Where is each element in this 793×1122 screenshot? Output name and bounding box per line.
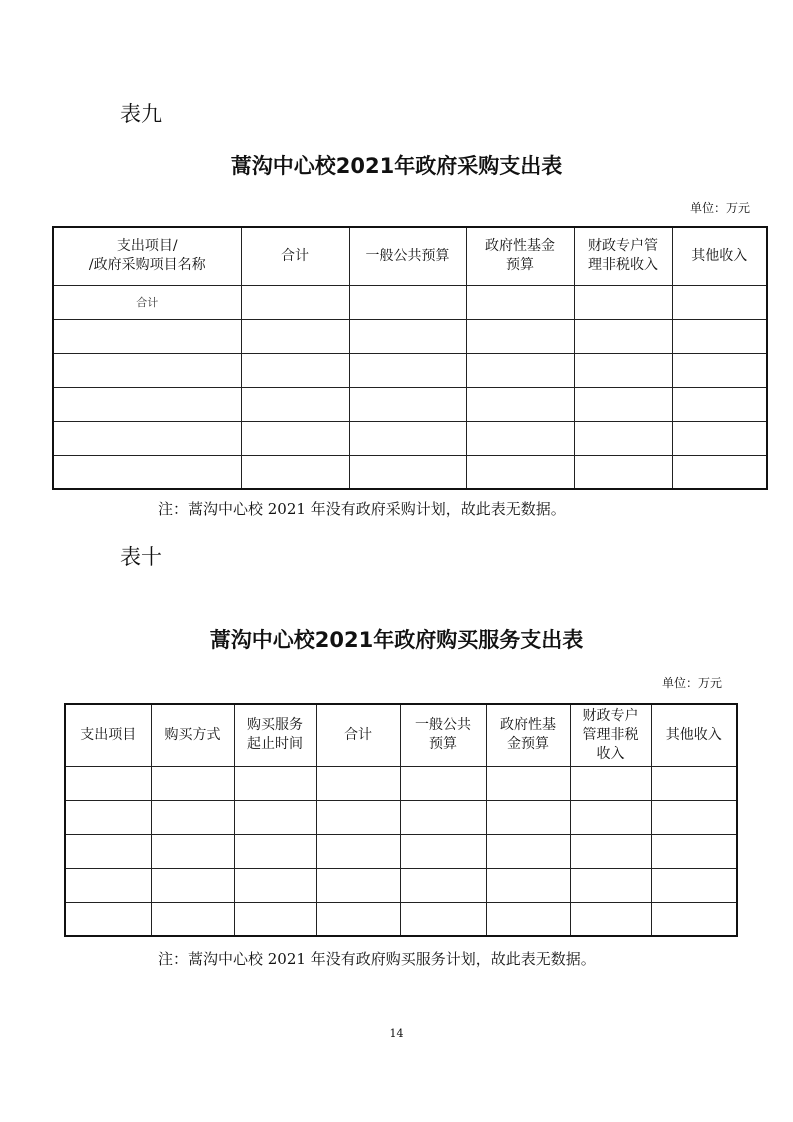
header-text: /政府采购项目名称 [88, 257, 206, 274]
header-text: 理非税收入 [588, 257, 658, 274]
table9-cell [349, 387, 466, 421]
table9-cell [241, 353, 349, 387]
table10-cell [651, 800, 737, 834]
table9-cell [349, 421, 466, 455]
header-text: 预算 [429, 736, 457, 753]
header-text: 购买方式 [164, 726, 221, 743]
table10-header-cell [400, 704, 486, 766]
table10-header-cell [651, 704, 737, 766]
table9-cell [574, 387, 672, 421]
table9-cell [574, 319, 672, 353]
table10-cell [651, 902, 737, 936]
table10-cell [486, 766, 570, 800]
table9-cell [53, 455, 241, 489]
table10-header-cell [570, 704, 651, 766]
table10-cell [151, 800, 234, 834]
header-text: 支出项目 [80, 726, 137, 743]
table10-unit: 单位：万元 [662, 676, 723, 690]
table10-row [65, 834, 737, 868]
table9-cell [349, 319, 466, 353]
table9-row [53, 387, 767, 421]
table9-cell [466, 455, 574, 489]
table10-cell [234, 766, 316, 800]
table9-cell [466, 319, 574, 353]
table10-cell [151, 766, 234, 800]
table9-cell [574, 455, 672, 489]
table10-header-cell [234, 704, 316, 766]
table9-header-cell [672, 227, 767, 285]
header-text: 财政专户 [582, 707, 639, 724]
header-text: 金预算 [507, 736, 549, 753]
header-text: 合计 [344, 726, 372, 743]
table9-cell [672, 421, 767, 455]
table10-cell [234, 902, 316, 936]
table9-header-row [53, 227, 767, 285]
table9-cell [466, 421, 574, 455]
table10-cell [65, 902, 151, 936]
header-text: 政府性基 [500, 717, 556, 734]
table10-cell [151, 868, 234, 902]
header-text: 一般公共 [415, 717, 471, 734]
table10-cell [400, 834, 486, 868]
table10-cell [151, 902, 234, 936]
table10-cell [570, 902, 651, 936]
table10-header-cell [486, 704, 570, 766]
header-text: 购买服务 [247, 717, 303, 734]
table9-cell [53, 319, 241, 353]
table10-cell [316, 800, 400, 834]
header-text: 一般公共预算 [365, 247, 450, 264]
header-text: 起止时间 [247, 736, 303, 753]
table9-label: 表九 [120, 102, 162, 126]
table9-cell: 合计 [53, 285, 241, 319]
table10-cell [234, 868, 316, 902]
table10-cell [486, 834, 570, 868]
table9-cell [574, 353, 672, 387]
table10-note: 注：蒿沟中心校 2021 年没有政府购买服务计划，故此表无数据。 [158, 950, 596, 968]
table9-header-cell [574, 227, 672, 285]
table9-cell [574, 421, 672, 455]
table10-header-row [65, 704, 737, 766]
header-text: 政府性基金 [485, 238, 555, 255]
table10-label: 表十 [120, 545, 162, 569]
table10-cell [65, 766, 151, 800]
table9-cell [241, 421, 349, 455]
header-text: 其他收入 [691, 247, 748, 264]
table10-cell [651, 834, 737, 868]
table9-row [53, 455, 767, 489]
table9-cell [672, 387, 767, 421]
table9-note: 注：蒿沟中心校 2021 年没有政府采购计划，故此表无数据。 [158, 500, 566, 518]
table9-cell [53, 387, 241, 421]
table10-cell [234, 834, 316, 868]
table10-cell [65, 834, 151, 868]
table10-row [65, 902, 737, 936]
table9-cell [349, 353, 466, 387]
table10-cell [316, 868, 400, 902]
table10-cell [651, 868, 737, 902]
table10-row [65, 868, 737, 902]
table9-cell [466, 387, 574, 421]
table9-header-cell [241, 227, 349, 285]
table9-cell [241, 285, 349, 319]
table9-header-cell [466, 227, 574, 285]
table10-cell [570, 766, 651, 800]
table9-cell [672, 285, 767, 319]
header-text: 管理非税 [582, 726, 639, 743]
table10-cell [486, 800, 570, 834]
table10-cell [400, 766, 486, 800]
table10-cell [65, 868, 151, 902]
table9-row [53, 285, 767, 319]
table10-cell [400, 902, 486, 936]
table10-row [65, 800, 737, 834]
table9-row [53, 319, 767, 353]
table10-cell [486, 868, 570, 902]
table9-cell [672, 455, 767, 489]
table10-cell [400, 800, 486, 834]
table10-cell [651, 766, 737, 800]
table9-cell [466, 285, 574, 319]
table9-cell [349, 455, 466, 489]
header-text: 支出项目/ [116, 238, 178, 255]
table10-cell [486, 902, 570, 936]
table9-header-cell [53, 227, 241, 285]
table9-row [53, 353, 767, 387]
table10-cell [65, 800, 151, 834]
table9-cell [241, 455, 349, 489]
table10-cell [316, 902, 400, 936]
table9-cell [241, 319, 349, 353]
table10-cell [316, 834, 400, 868]
table10-header-cell [151, 704, 234, 766]
table10-grid [64, 703, 738, 937]
table9-cell [466, 353, 574, 387]
header-text: 其他收入 [665, 726, 722, 743]
table9-grid [52, 226, 768, 490]
table10-cell [570, 800, 651, 834]
table10-header-cell [316, 704, 400, 766]
table9-unit: 单位：万元 [690, 201, 751, 215]
header-text: 收入 [596, 745, 625, 762]
table10-cell [570, 834, 651, 868]
table10-row [65, 766, 737, 800]
table10-cell [316, 766, 400, 800]
table9-row [53, 421, 767, 455]
page-number: 14 [389, 1027, 404, 1040]
table10-cell [400, 868, 486, 902]
table9-cell [574, 285, 672, 319]
header-text: 合计 [281, 247, 309, 264]
table10-header-cell [65, 704, 151, 766]
table9-cell [672, 353, 767, 387]
table10-cell [234, 800, 316, 834]
table10-cell [151, 834, 234, 868]
table9-header-cell [349, 227, 466, 285]
table9-cell [241, 387, 349, 421]
table10-cell [570, 868, 651, 902]
table9-cell [672, 319, 767, 353]
table9-cell [349, 285, 466, 319]
table9-cell [53, 421, 241, 455]
header-text: 预算 [506, 257, 534, 274]
table9-cell [53, 353, 241, 387]
table9-title: 蒿沟中心校2021年政府采购支出表 [230, 154, 563, 178]
header-text: 财政专户管 [588, 238, 658, 255]
table10-title: 蒿沟中心校2021年政府购买服务支出表 [209, 628, 584, 652]
